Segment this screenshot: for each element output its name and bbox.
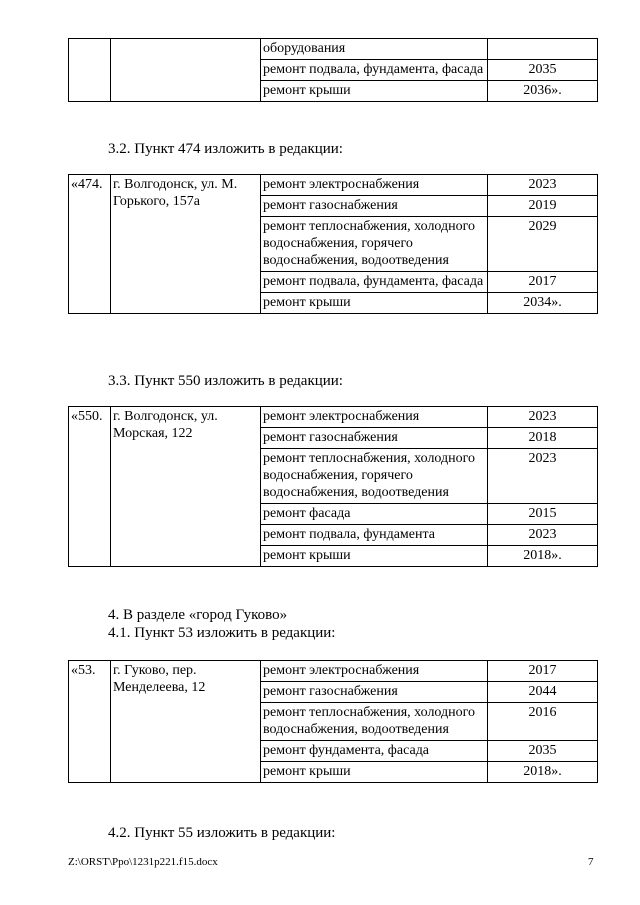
address-cell [111,39,261,102]
item-number-cell: «474. [69,175,111,314]
table-item-550 [68,406,598,567]
year-cell: 2015 [488,504,598,525]
work-cell: ремонт теплоснабжения, холодного водоснабжения, горячего водоснабжения, водоотведения [261,449,488,504]
item-number-cell: «53. [69,661,111,783]
year-cell: 2044 [488,682,598,703]
year-cell: 2029 [488,217,598,272]
address-cell: г. Гуково, пер. Менделеева, 12 [111,661,261,783]
year-cell: 2023 [488,175,598,196]
work-cell: ремонт электроснабжения [261,661,488,682]
paragraph-3-3: 3.3. Пункт 550 изложить в редакции: [108,373,343,389]
item-number-cell [69,39,111,102]
year-cell: 2035 [488,741,598,762]
work-cell: ремонт фасада [261,504,488,525]
year-cell: 2034». [488,293,598,314]
table-row [69,661,598,682]
year-cell: 2019 [488,196,598,217]
year-cell [488,39,598,60]
work-cell: ремонт фундамента, фасада [261,741,488,762]
work-cell: ремонт газоснабжения [261,682,488,703]
work-cell: ремонт крыши [261,81,488,102]
paragraph-4-2: 4.2. Пункт 55 изложить в редакции: [108,825,336,841]
work-cell: ремонт электроснабжения [261,407,488,428]
table-item-53 [68,660,598,783]
work-cell: ремонт подвала, фундамента, фасада [261,60,488,81]
year-cell: 2018 [488,428,598,449]
year-cell: 2017 [488,272,598,293]
table-item-continuation [68,38,598,102]
work-cell: ремонт крыши [261,762,488,783]
year-cell: 2017 [488,661,598,682]
work-cell: ремонт подвала, фундамента [261,525,488,546]
paragraph-3-2: 3.2. Пункт 474 изложить в редакции: [108,141,343,157]
work-cell: ремонт газоснабжения [261,196,488,217]
table-row [69,407,598,428]
page-number: 7 [588,856,594,868]
year-cell: 2036». [488,81,598,102]
year-cell: 2016 [488,703,598,741]
item-number-cell: «550. [69,407,111,567]
year-cell: 2018». [488,762,598,783]
address-cell: г. Волгодонск, ул. М. Горького, 157а [111,175,261,314]
year-cell: 2018». [488,546,598,567]
work-cell: ремонт электроснабжения [261,175,488,196]
year-cell: 2035 [488,60,598,81]
year-cell: 2023 [488,407,598,428]
table-row [69,175,598,196]
work-cell: ремонт газоснабжения [261,428,488,449]
work-cell: ремонт крыши [261,546,488,567]
address-cell: г. Волгодонск, ул. Морская, 122 [111,407,261,567]
work-cell: ремонт подвала, фундамента, фасада [261,272,488,293]
work-cell: ремонт теплоснабжения, холодного водоснабжения, водоотведения [261,703,488,741]
year-cell: 2023 [488,449,598,504]
table-row [69,39,598,60]
work-cell: ремонт крыши [261,293,488,314]
table-item-474 [68,174,598,314]
footer-file-path: Z:\ORST\Ppo\1231p221.f15.docx [68,856,218,868]
year-cell: 2023 [488,525,598,546]
paragraph-4-1: 4.1. Пункт 53 изложить в редакции: [108,625,336,641]
work-cell: оборудования [261,39,488,60]
paragraph-4: 4. В разделе «город Гуково» [108,607,288,623]
work-cell: ремонт теплоснабжения, холодного водоснабжения, горячего водоснабжения, водоотведения [261,217,488,272]
